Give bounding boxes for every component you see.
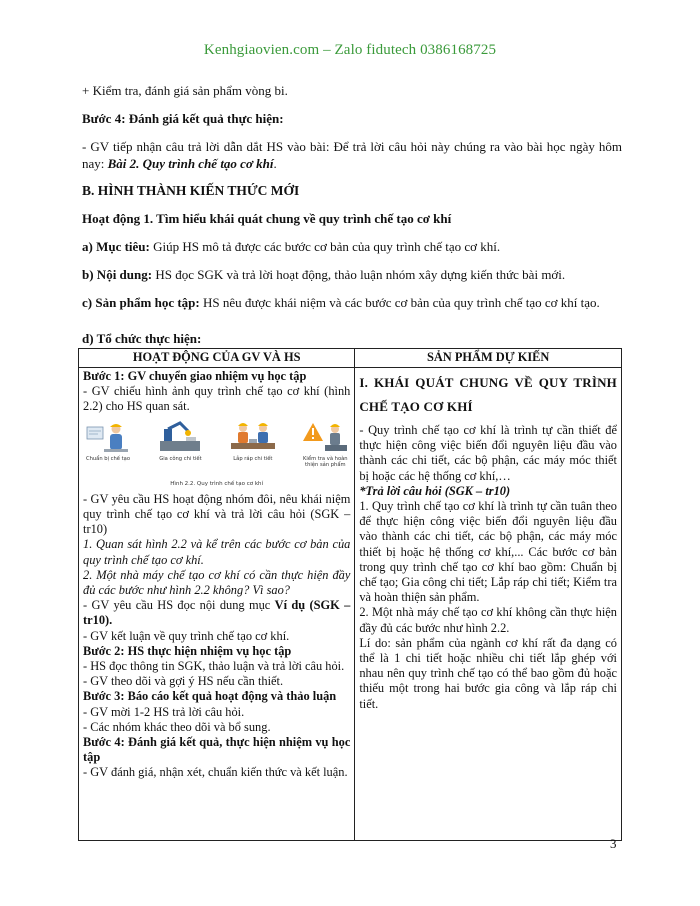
step4-cell-title: Bước 4: Đánh giá kết quả, thực hiện nhiệm vụ học tập xyxy=(83,735,351,765)
objective-text: Giúp HS mô tả được các bước cơ bản của quy trình chế tạo cơ khí. xyxy=(149,239,501,254)
machining-robot-icon xyxy=(156,419,204,455)
step2-p1: - HS đọc thông tin SGK, thảo luận và trả lời câu hỏi. xyxy=(83,659,345,674)
objective-label: a) Mục tiêu: xyxy=(82,239,150,254)
step3-p2: - Các nhóm khác theo dõi và bổ sung. xyxy=(83,719,271,734)
step4-text: - GV tiếp nhận câu trả lời dẫn dắt HS vào bài: Để trả lời câu hỏi này chúng ra vào bài học ngày hôm nay: xyxy=(82,139,622,171)
table-row xyxy=(79,368,622,841)
question-1: 1. Quan sát hình 2.2 và kể trên các bước cơ bản của quy trình chế tạo cơ khí. xyxy=(83,537,351,567)
header-contact: Zalo fidutech 0386168725 xyxy=(334,42,497,58)
example-ref: Ví dụ (SGK – tr10). xyxy=(83,598,351,628)
organization-title: d) Tổ chức thực hiện: xyxy=(82,331,202,346)
product-label: c) Sản phẩm học tập: xyxy=(82,295,200,310)
step2-title: Bước 2: HS thực hiện nhiệm vụ học tập xyxy=(83,643,292,658)
step4-cell-p1: - GV đánh giá, nhận xét, chuẩn kiến thức và kết luận. xyxy=(83,765,348,780)
activity-title: Hoạt động 1. Tìm hiểu khái quát chung về quy trình chế tạo cơ khí xyxy=(82,211,452,226)
header-site: Kenhgiaovien.com xyxy=(203,42,320,58)
step3-title: Bước 3: Báo cáo kết quả hoạt động và thảo luận xyxy=(83,689,337,704)
step1-p4: - GV kết luận về quy trình chế tạo cơ khí. xyxy=(83,628,290,643)
intro-line: + Kiểm tra, đánh giá sản phẩm vòng bi. xyxy=(82,83,288,98)
figure-step-label: Lắp ráp chi tiết xyxy=(233,455,273,462)
page-header xyxy=(0,42,700,59)
step1-title: Bước 1: GV chuyển giao nhiệm vụ học tập xyxy=(83,369,307,383)
figure-caption: Hình 2.2. Quy trình chế tạo cơ khí xyxy=(170,480,264,487)
step1-p3-text: - GV yêu cầu HS đọc nội dung mục xyxy=(83,598,275,613)
figure-step xyxy=(228,419,278,475)
process-figure xyxy=(83,419,350,475)
answer-title: *Trả lời câu hỏi (SGK – tr10) xyxy=(359,483,511,498)
inspection-warning-icon xyxy=(301,419,349,455)
answer-2-reason: Lí do: sản phẩm của ngành cơ khí rất đa dạng có thể là 1 chi tiết hoặc nhiều chi tiết lắp ghép với nhau nên quy trình chế tạo có thể bao gồm đủ hoặc thiếu một trong hai bước gia công và lắp ráp chi tiết. xyxy=(359,635,617,711)
page-number: 3 xyxy=(610,836,617,851)
step4-paragraph xyxy=(82,138,622,172)
product xyxy=(82,294,622,311)
header-dash: – xyxy=(319,42,335,58)
step4-end: . xyxy=(273,156,277,171)
table-head-left: HOẠT ĐỘNG CỦA GV VÀ HS xyxy=(79,349,355,368)
objective xyxy=(82,238,622,255)
content-label: b) Nội dung: xyxy=(82,267,153,282)
table-head-right: SẢN PHẨM DỰ KIẾN xyxy=(355,349,622,368)
definition: - Quy trình chế tạo cơ khí là trình tự cần thiết để thực hiện công việc biến đổi nguyên liệu đầu vào thành các chi tiết, các bộ phận, các máy móc thiết bị hoặc các hệ thống cơ khí,… xyxy=(359,423,617,483)
step3-p1: - GV mời 1-2 HS trả lời câu hỏi. xyxy=(83,704,245,719)
table-header-row xyxy=(79,349,622,368)
answer-1: 1. Quy trình chế tạo cơ khí là trình tự cần tuân theo để thực hiện công việc biến đổi nguyên liệu đầu vào thành các chi tiết, các bộ phận, các máy móc thiết bị hoặc hệ thống cơ khí,... Các bước cơ bản trong quy trình chế tạo cơ khí bao gồm: Chuẩn bị chế tạo; Gia công chi tiết; Lắp ráp chi tiết; Kiểm tra và hoàn thiện sản phẩm. xyxy=(359,499,617,605)
product-text: HS nêu được khái niệm và các bước cơ bản của quy trình chế tạo cơ khí tạo. xyxy=(199,295,600,310)
content-text: HS đọc SGK và trả lời hoạt động, thảo luận nhóm xây dựng kiến thức bài mới. xyxy=(152,267,566,282)
step2-p2: - GV theo dõi và gợi ý HS nếu cần thiết. xyxy=(83,674,284,689)
question-2: 2. Một nhà máy chế tạo cơ khí có cần thực hiện đầy đủ các bước như hình 2.2 không? Vì sao? xyxy=(83,567,351,598)
figure-step xyxy=(155,419,205,475)
figure-step xyxy=(83,419,133,475)
figure-step xyxy=(300,419,350,475)
figure-step-label: Gia công chi tiết xyxy=(159,455,202,462)
step4-title: Bước 4: Đánh giá kết quả thực hiện: xyxy=(82,111,284,126)
assembly-workers-icon xyxy=(229,419,277,455)
step1-p2: - GV yêu cầu HS hoạt động nhóm đôi, nêu khái niệm quy trình chế tạo cơ khí và trả lời câu hỏi (SGK – tr10) xyxy=(83,491,351,537)
figure-step-label: Chuẩn bị chế tạo xyxy=(85,455,131,462)
step1-p3 xyxy=(83,598,350,628)
planning-person-icon xyxy=(84,419,132,455)
knowledge-title: I. KHÁI QUÁT CHUNG VỀ QUY TRÌNH CHẾ TẠO CƠ KHÍ xyxy=(359,375,617,414)
section-title: B. HÌNH THÀNH KIẾN THỨC MỚI xyxy=(82,183,300,198)
figure-step-label: Kiểm tra và hoàn thiện sản phẩm xyxy=(303,455,348,468)
left-cell xyxy=(79,368,355,841)
right-cell xyxy=(355,368,622,841)
lesson-title: Bài 2. Quy trình chế tạo cơ khí xyxy=(107,156,274,171)
step1-p1: - GV chiếu hình ảnh quy trình chế tạo cơ khí (hình 2.2) cho HS quan sát. xyxy=(83,384,351,414)
activity-table xyxy=(78,348,622,841)
content xyxy=(82,266,622,283)
answer-2: 2. Một nhà máy chế tạo cơ khí không cần thực hiện đầy đủ các bước như hình 2.2. xyxy=(359,605,617,635)
